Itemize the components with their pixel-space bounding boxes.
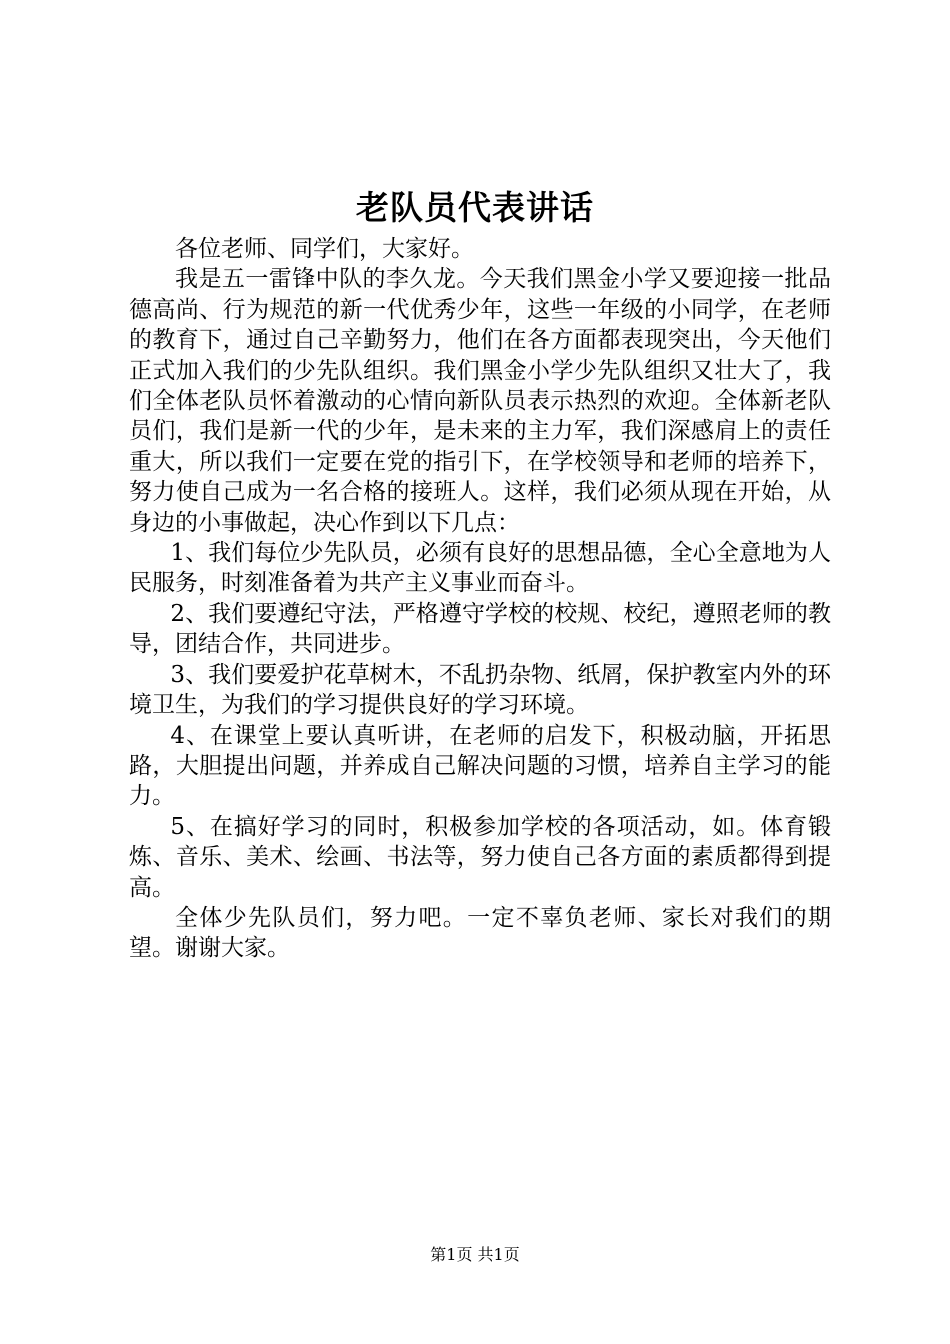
point-3-paragraph: 3、我们要爱护花草树木，不乱扔杂物、纸屑，保护教室内外的环境卫生，为我们的学习提供良好的学习环境。: [129, 661, 831, 719]
document-body: [129, 234, 831, 964]
closing-paragraph: 全体少先队员们，努力吧。一定不辜负老师、家长对我们的期望。谢谢大家。: [129, 904, 831, 962]
point-2-paragraph: 2、我们要遵纪守法，严格遵守学校的校规、校纪，遵照老师的教导，团结合作，共同进步。: [129, 600, 831, 658]
point-5-paragraph: 5、在搞好学习的同时，积极参加学校的各项活动，如。体育锻炼、音乐、美术、绘画、书法等，努力使自己各方面的素质都得到提高。: [129, 813, 831, 901]
point-1-paragraph: 1、我们每位少先队员，必须有良好的思想品德，全心全意地为人民服务，时刻准备着为共产主义事业而奋斗。: [129, 540, 831, 597]
point-4-paragraph: 4、在课堂上要认真听讲，在老师的启发下，积极动脑，开拓思路，大胆提出问题，并养成自己解决问题的习惯，培养自主学习的能力。: [129, 722, 831, 810]
page-footer: 第1页 共1页: [430, 1245, 520, 1264]
document-title: 老队员代表讲话: [356, 188, 594, 227]
greeting-paragraph: 各位老师、同学们，大家好。: [175, 236, 474, 262]
intro-paragraph: 我是五一雷锋中队的李久龙。今天我们黑金小学又要迎接一批品德高尚、行为规范的新一代优秀少年，这些一年级的小同学，在老师的教育下，通过自己辛勤努力，他们在各方面都表现突出，今天他们正式加入我们的少先队组织。我们黑金小学少先队组织又壮大了，我们全体老队员怀着激动的心情向新队员表示热烈的欢迎。全体新老队员们，我们是新一代的少年，是未来的主力军，我们深感肩上的责任重大，所以我们一定要在党的指引下，在学校领导和老师的培养下，努力使自己成为一名合格的接班人。这样，我们必须从现在开始，从身边的小事做起，决心作到以下几点：: [129, 266, 831, 536]
